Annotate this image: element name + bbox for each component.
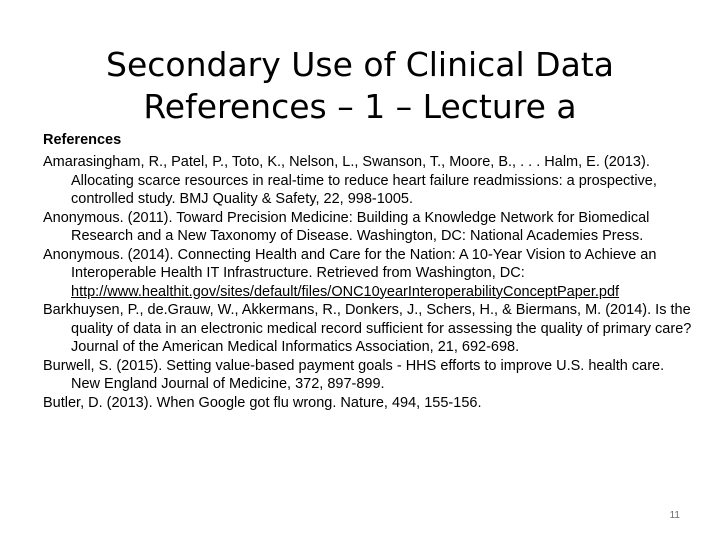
references-heading: References [43,132,122,148]
reference-text: Butler, D. (2013). When Google got flu wrong. Nature, 494, 155-156. [43,394,482,411]
reference-list [43,153,693,412]
reference-item [43,301,693,357]
reference-text: Anonymous. (2014). Connecting Health and Care for the Nation: A 10-Year Vision to Achieve an Interoperable Health IT Infrastructure. Retrieved from Washington, DC: [43,246,657,281]
slide-title [40,44,680,128]
reference-item [43,153,693,209]
page-number: 11 [669,510,680,521]
slide-title-line-1: Secondary Use of Clinical Data [106,45,614,85]
reference-text: Barkhuysen, P., de.Grauw, W., Akkermans, R., Donkers, J., Schers, H., & Biermans, M. (2014). Is the quality of data in an electronic medical record sufficient for assessing the quality of primary care? Journal of the American Medical Informatics Association, 21, 692-698. [43,302,692,355]
reference-link[interactable]: http://www.healthit.gov/sites/default/files/ONC10yearInteroperabilityConceptPaper.pdf [71,283,620,300]
references-section [43,131,693,412]
reference-text: Burwell, S. (2015). Setting value-based payment goals - HHS efforts to improve U.S. health care. New England Journal of Medicine, 372, 897-899. [43,357,665,392]
reference-text: Amarasingham, R., Patel, P., Toto, K., Nelson, L., Swanson, T., Moore, B., . . . Halm, E. (2013). Allocating scarce resources in real-time to reduce heart failure readmissions: a prospective, controlled study. BMJ Quality & Safety, 22, 998-1005. [43,154,657,207]
slide-title-line-2: References – 1 – Lecture a [143,87,577,127]
reference-item [43,209,693,246]
reference-item [43,394,693,413]
reference-text: Anonymous. (2011). Toward Precision Medicine: Building a Knowledge Network for Biomedical Research and a New Taxonomy of Disease. Washington, DC: National Academies Press. [43,209,650,244]
reference-item [43,357,693,394]
reference-item [43,246,693,302]
